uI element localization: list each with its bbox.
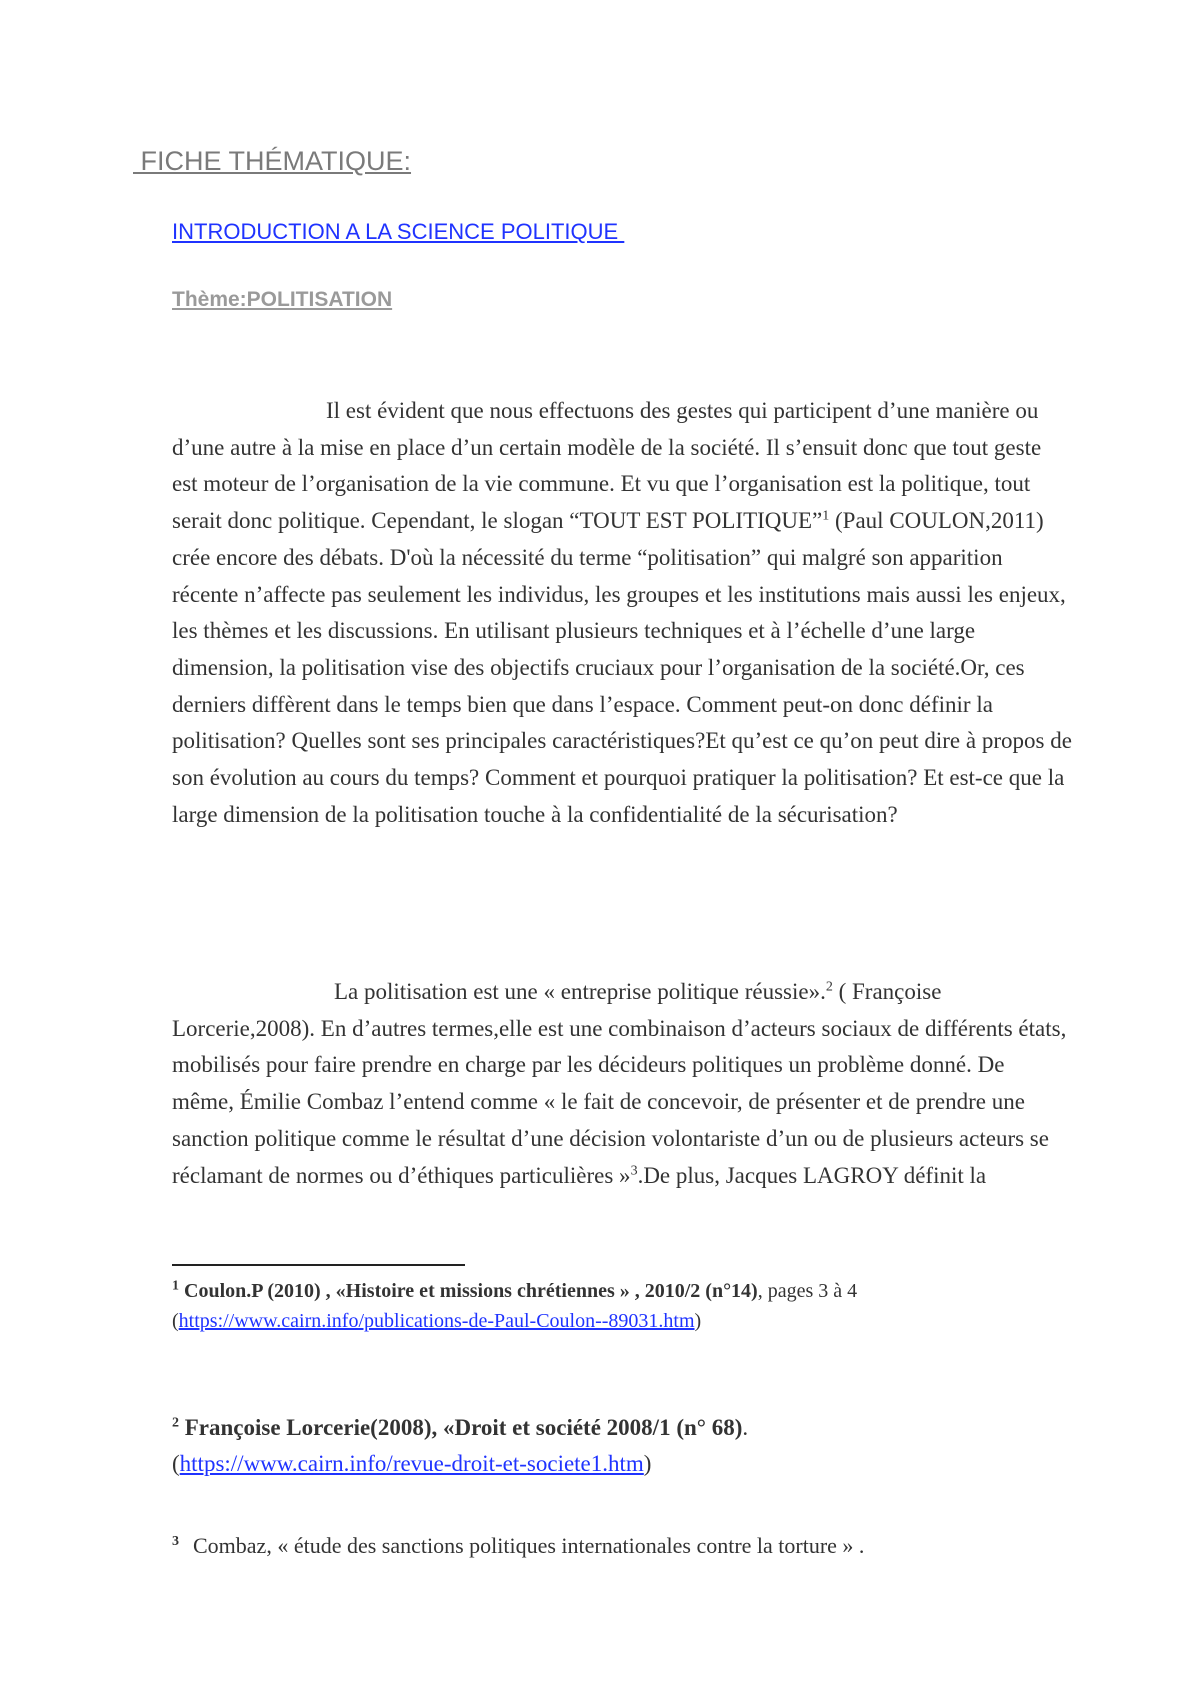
definition-text-part1: La politisation est une « entreprise politique réussie». (334, 979, 826, 1004)
footnote-ref-3: 3 (630, 1162, 638, 1178)
definition-paragraph (172, 974, 1072, 1194)
footnote-number: 3 (172, 1533, 179, 1549)
footnote-separator (172, 1264, 465, 1266)
footnote-number: 1 (172, 1278, 179, 1294)
footnote-citation: Combaz, « étude des sanctions politiques internationales contre la torture » . (193, 1533, 865, 1558)
footnote-link[interactable]: https://www.cairn.info/revue-droit-et-societe1.htm (179, 1451, 644, 1476)
paren-close: ) (643, 1451, 652, 1476)
footnote-ref-2: 2 (825, 979, 833, 995)
footnote-period: . (742, 1415, 749, 1440)
definition-text-part2: ( Françoise Lorcerie,2008). En d’autres termes,elle est une combinaison d’acteurs sociaux de différents états, mobilisés pour faire prendre en charge par les décideurs politiques un problème donné. De même, Émilie Combaz l’entend comme « le fait de concevoir, de présenter et de prendre une sanction politique comme le résultat d’une décision volontariste d’un ou de plusieurs acteurs se réclamant de normes ou d’éthiques particulières » (172, 979, 1067, 1188)
footnote-citation: Françoise Lorcerie(2008), «Droit et société 2008/1 (n° 68) (184, 1415, 743, 1440)
footnote-3 (172, 1530, 1072, 1562)
intro-text-part1: Il est évident que nous effectuons des gestes qui participent d’une manière ou d’une autre à la mise en place d’un certain modèle de la société. Il s’ensuit donc que tout geste est moteur de l’organisation de la vie commune. Et vu que l’organisation est la politique, tout serait donc politique. Cependant, le slogan “TOUT EST POLITIQUE” (172, 398, 1042, 534)
footnote-2 (172, 1410, 1072, 1482)
fiche-title: FICHE THÉMATIQUE: (133, 146, 412, 176)
intro-paragraph (172, 393, 1072, 833)
intro-text-part2: (Paul COULON,2011) crée encore des débats. D'où la nécessité du terme “politisation” qui malgré son apparition récente n’affecte pas seulement les individus, les groupes et les institutions mais aussi les enjeux, les thèmes et les discussions. En utilisant plusieurs techniques et à l’échelle d’une large dimension, la politisation vise des objectifs cruciaux pour l’organisation de la société.Or, ces derniers diffèrent dans le temps bien que dans l’espace. Comment peut-on donc définir la politisation? Quelles sont ses principales caractéristiques?Et qu’est ce qu’on peut dire à propos de son évolution au cours du temps? Comment et pourquoi pratiquer la politisation? Et est-ce que la large dimension de la politisation touche à la confidentialité de la sécurisation? (172, 508, 1072, 827)
paren-open: ( (172, 1451, 180, 1476)
footnote-link[interactable]: https://www.cairn.info/publications-de-Paul-Coulon--89031.htm (178, 1310, 695, 1332)
footnote-ref-1: 1 (822, 508, 830, 524)
definition-text-part3: .De plus, Jacques LAGROY définit la (637, 1162, 987, 1188)
footnote-number: 2 (172, 1415, 179, 1431)
theme-title: Thème:POLITISATION (172, 288, 393, 311)
course-title: INTRODUCTION A LA SCIENCE POLITIQUE (172, 219, 625, 244)
paren-close: ) (694, 1310, 702, 1332)
footnote-citation: Coulon.P (2010) , «Histoire et missions chrétiennes » , 2010/2 (n°14) (184, 1280, 758, 1302)
footnote-1 (172, 1276, 1072, 1336)
footnote-pages: , pages 3 à 4 (757, 1280, 858, 1302)
paren-open: ( (172, 1310, 179, 1332)
